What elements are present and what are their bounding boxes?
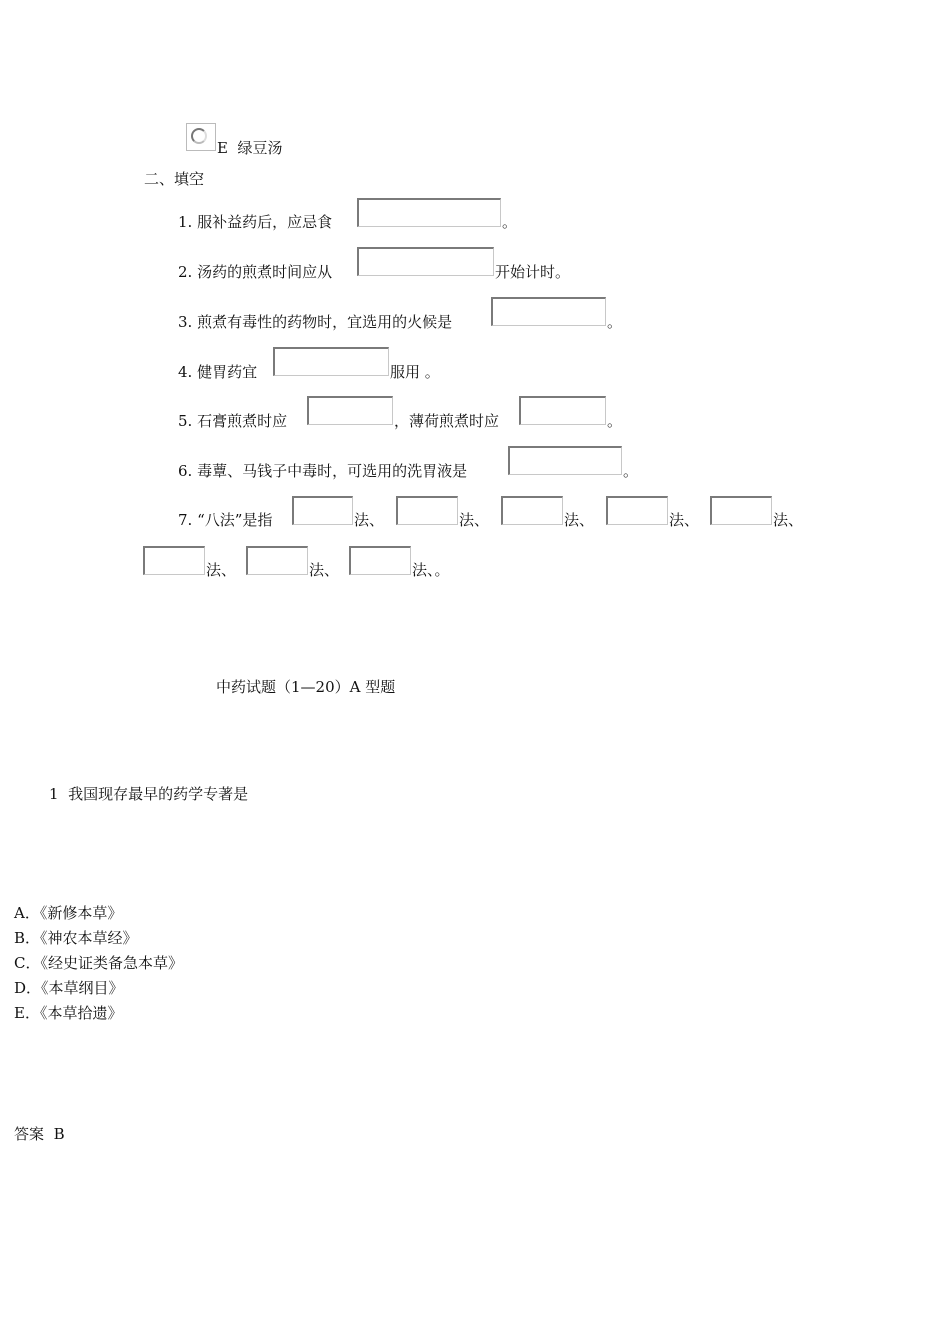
blank-q7-input-8[interactable] (349, 546, 411, 575)
option-c (14, 953, 183, 973)
blank-q4-number: 4. (178, 363, 193, 381)
blank-q6-prompt (178, 461, 467, 481)
blank-q7-sep: 法、 (773, 511, 804, 529)
option-d (14, 978, 124, 998)
answer-label: 答案 (14, 1125, 45, 1143)
blank-q5-mid: ，薄荷煎煮时应 (394, 412, 500, 430)
option-label: B． (14, 929, 41, 947)
option-text: 《本草拾遗》 (39, 1004, 123, 1022)
blank-q6-after: 。 (623, 462, 639, 480)
blank-q3-prompt (178, 312, 452, 332)
option-b (14, 928, 138, 948)
blank-q4-input[interactable] (273, 347, 389, 376)
blank-q2-input[interactable] (357, 247, 494, 276)
section-heading: 二、填空 (144, 170, 205, 188)
blank-q6-text: 毒蕈、马钱子中毒时，可选用的洗胃液是 (197, 462, 468, 480)
blank-q4-after: 服用 。 (390, 363, 440, 381)
option-e (217, 138, 283, 158)
blank-q2-prompt (178, 262, 332, 282)
blank-q7-input-4[interactable] (606, 496, 668, 525)
answer (14, 1124, 65, 1144)
blank-q4-prompt (178, 362, 257, 382)
blank-q3-text: 煎煮有毒性的药物时，宜选用的火候是 (197, 313, 453, 331)
blank-q1-text: 服补益药后，应忌食 (197, 213, 333, 231)
blank-q7-input-5[interactable] (710, 496, 772, 525)
blank-q1-after: 。 (502, 213, 518, 231)
radio-icon (191, 128, 207, 144)
blank-q7-input-1[interactable] (292, 496, 353, 525)
blank-q7-sep: 法、 (206, 561, 237, 579)
blank-q7-number: 7. (178, 511, 193, 529)
option-text: 《本草纲目》 (41, 979, 124, 997)
blank-q6-number: 6. (178, 462, 193, 480)
blank-q7-sep: 法、 (309, 561, 340, 579)
blank-q3-number: 3. (178, 313, 193, 331)
blank-q5-input-2[interactable] (519, 396, 606, 425)
blank-q7-input-2[interactable] (396, 496, 458, 525)
question-text: 我国现存最早的药学专著是 (68, 785, 249, 803)
radio-option-e[interactable] (186, 123, 216, 151)
option-text: 《新修本草》 (39, 904, 123, 922)
blank-q2-number: 2. (178, 263, 193, 281)
blank-q6-input[interactable] (508, 446, 622, 475)
blank-q3-after: 。 (607, 313, 623, 331)
option-e-answer (14, 1003, 122, 1023)
blank-q7-sep: 法、 (354, 511, 385, 529)
option-e-text: 绿豆汤 (237, 139, 283, 157)
blank-q7-sep: 法、 (459, 511, 490, 529)
question-number: 1 (49, 785, 59, 803)
blank-q7-input-7[interactable] (246, 546, 308, 575)
blank-q5-prompt (178, 411, 287, 431)
blank-q7-input-6[interactable] (143, 546, 205, 575)
option-a (14, 903, 122, 923)
blank-q7-input-3[interactable] (501, 496, 563, 525)
option-label: D． (14, 979, 42, 997)
blank-q5-number: 5. (178, 412, 193, 430)
option-label: C． (14, 954, 41, 972)
answer-value: B (53, 1125, 65, 1143)
blank-q2-after: 开始计时。 (495, 263, 571, 281)
blank-q5-input-1[interactable] (307, 396, 393, 425)
blank-q4-text: 健胃药宜 (197, 363, 258, 381)
blank-q1-number: 1. (178, 213, 193, 231)
option-label: E． (14, 1004, 40, 1022)
blank-q7-sep: 法、 (564, 511, 595, 529)
blank-q1-input[interactable] (357, 198, 501, 227)
blank-q7-prompt (178, 510, 272, 530)
blank-q3-input[interactable] (491, 297, 606, 326)
blank-q7-end: 法、。 (412, 561, 450, 579)
blank-q2-text: 汤药的煎煮时间应从 (197, 263, 333, 281)
exam-title: 中药试题（1—20）A 型题 (216, 678, 396, 696)
blank-q5-after: 。 (607, 412, 623, 430)
blank-q5-text: 石膏煎煮时应 (197, 412, 288, 430)
option-e-letter: E (217, 139, 228, 157)
blank-q7-text: “八法”是指 (197, 511, 273, 529)
option-label: A． (14, 904, 40, 922)
question-1 (49, 784, 248, 804)
option-text: 《神农本草经》 (40, 929, 138, 947)
blank-q1-prompt (178, 212, 332, 232)
blank-q7-sep: 法、 (669, 511, 700, 529)
option-text: 《经史证类备急本草》 (40, 954, 183, 972)
